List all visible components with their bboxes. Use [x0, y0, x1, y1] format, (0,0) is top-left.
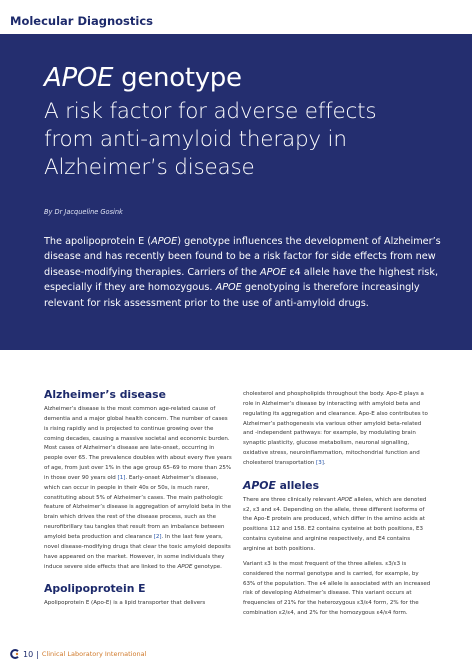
abstract-gene: APOE	[260, 266, 287, 278]
footer-separator: |	[36, 649, 39, 659]
title-gene-name: APOE	[44, 63, 114, 93]
body-paragraph	[243, 390, 431, 469]
right-column	[243, 390, 431, 619]
body-text: .	[323, 459, 326, 466]
hero-banner	[0, 34, 472, 350]
subtitle-line: A risk factor for adverse effects	[44, 99, 377, 124]
body-text: There are three clinically relevant	[243, 496, 338, 503]
reference-link[interactable]: [2]	[153, 533, 162, 540]
subtitle-line: Alzheimer’s disease	[44, 155, 255, 180]
heading-alzheimers-disease: Alzheimer’s disease	[44, 388, 166, 401]
abstract-text: ) genotype influences the development of Alzheimer’s disease and has recently been found to be a risk factor for side effects from new disease-modifying therapies. Carriers of the	[44, 236, 441, 278]
left-column	[44, 388, 232, 609]
publication-logo-icon	[10, 649, 20, 659]
abstract-text: The apolipoprotein E (	[44, 236, 152, 247]
publication-name: Clinical Laboratory International	[41, 650, 147, 658]
body-paragraph	[44, 405, 232, 572]
author-byline: By Dr Jacqueline Gosink	[44, 208, 123, 216]
body-text: . Early-onset Alzheimer’s disease, which can occur in people in their 40s or 50s, is much rarer, constituting about 5% of Alzheimer’s cases. The main pathologic feature of Alzheimer’s disease is aggregation of amyloid beta in the brain which drives the rest of the disease process, such as the neurofibrillary tau tangles that result from an imbalance between amyloid beta production and clearance	[44, 474, 232, 540]
heading-gene: APOE	[243, 478, 276, 492]
abstract-gene: APOE	[151, 236, 178, 247]
reference-link[interactable]: [3]	[316, 459, 324, 466]
heading-apolipoprotein-e: Apolipoprotein E	[44, 582, 146, 596]
article-abstract	[44, 234, 444, 311]
page-number: 10	[23, 649, 34, 659]
body-paragraph: Apolipoprotein E (Apo-E) is a lipid transporter that delivers	[44, 600, 206, 607]
body-text: cholesterol and phospholipids throughout the body. Apo-E plays a role in Alzheimer’s disease by interacting with amyloid beta and regulating its aggregation and clearance. Apo-E also contributes to Alzheimer’s pathogenesis via various other amyloid beta-related and -independent pathways: for example, by modulating brain synaptic plasticity, glucose metabolism, neuronal signalling, oxidative stress, neuroinflammation, mitochondrial function and cholesterol transportation	[243, 391, 428, 466]
body-paragraph: Variant ε3 is the most frequent of the three alleles. ε3/ε3 is considered the normal genotype and is carried, for example, by 63% of the population. The ε4 allele is associated with an increased risk of developing Alzheimer’s disease. This variant occurs at frequencies of 21% for the heterozygous ε3/ε4 form, 2% for the combination ε2/ε4, and 2% for the homozygous ε4/ε4 form.	[243, 560, 431, 617]
subtitle-line: from anti-amyloid therapy in	[44, 127, 347, 152]
body-paragraph	[243, 496, 431, 555]
article-subtitle	[44, 98, 464, 182]
title-rest: genotype	[113, 63, 242, 93]
reference-link[interactable]: [1]	[117, 474, 126, 481]
body-gene: APOE	[337, 496, 353, 503]
body-text: alleles, which are denoted ε2, ε3 and ε4. Depending on the allele, three different isoforms of the Apo-E protein are produced, which differ in the amino acids at positions 112 and 158. E2 contains cysteine at both positions, E3 contains cysteine and arginine respectively, and E4 contains arginine at both positions.	[243, 496, 427, 552]
heading-apoe-alleles	[243, 479, 431, 492]
body-text: . In the last few years, novel disease-modifying drugs that clear the toxic amyloid deposits have appeared on the market. However, in some individuals they induce severe side effects that are linked to the	[44, 533, 231, 570]
abstract-gene: APOE	[215, 282, 242, 294]
heading-text: alleles	[275, 478, 320, 492]
body-text: genotype.	[192, 563, 222, 570]
body-text: Alzheimer’s disease is the most common age-related cause of dementia and a major global health concern. The number of cases is rising rapidly and is projected to continue growing over the coming decades, causing a massive societal and economic burden. Most cases of Alzheimer’s disease are late-onset, occurring in people over 65. The prevalence doubles with about every five years of age, from just over 1% in the age group 65–69 to more than 25% in those over 90 years old	[44, 406, 232, 481]
section-label: Molecular Diagnostics	[10, 14, 153, 28]
body-gene: APOE	[177, 563, 193, 570]
abstract-text: genotyping is therefore increasingly relevant for risk assessment prior to the use of anti-amyloid drugs.	[44, 282, 420, 309]
article-title	[44, 62, 464, 94]
abstract-text: ε4 allele have the highest risk, especially if they are homozygous.	[44, 266, 439, 294]
page-footer	[10, 647, 310, 661]
